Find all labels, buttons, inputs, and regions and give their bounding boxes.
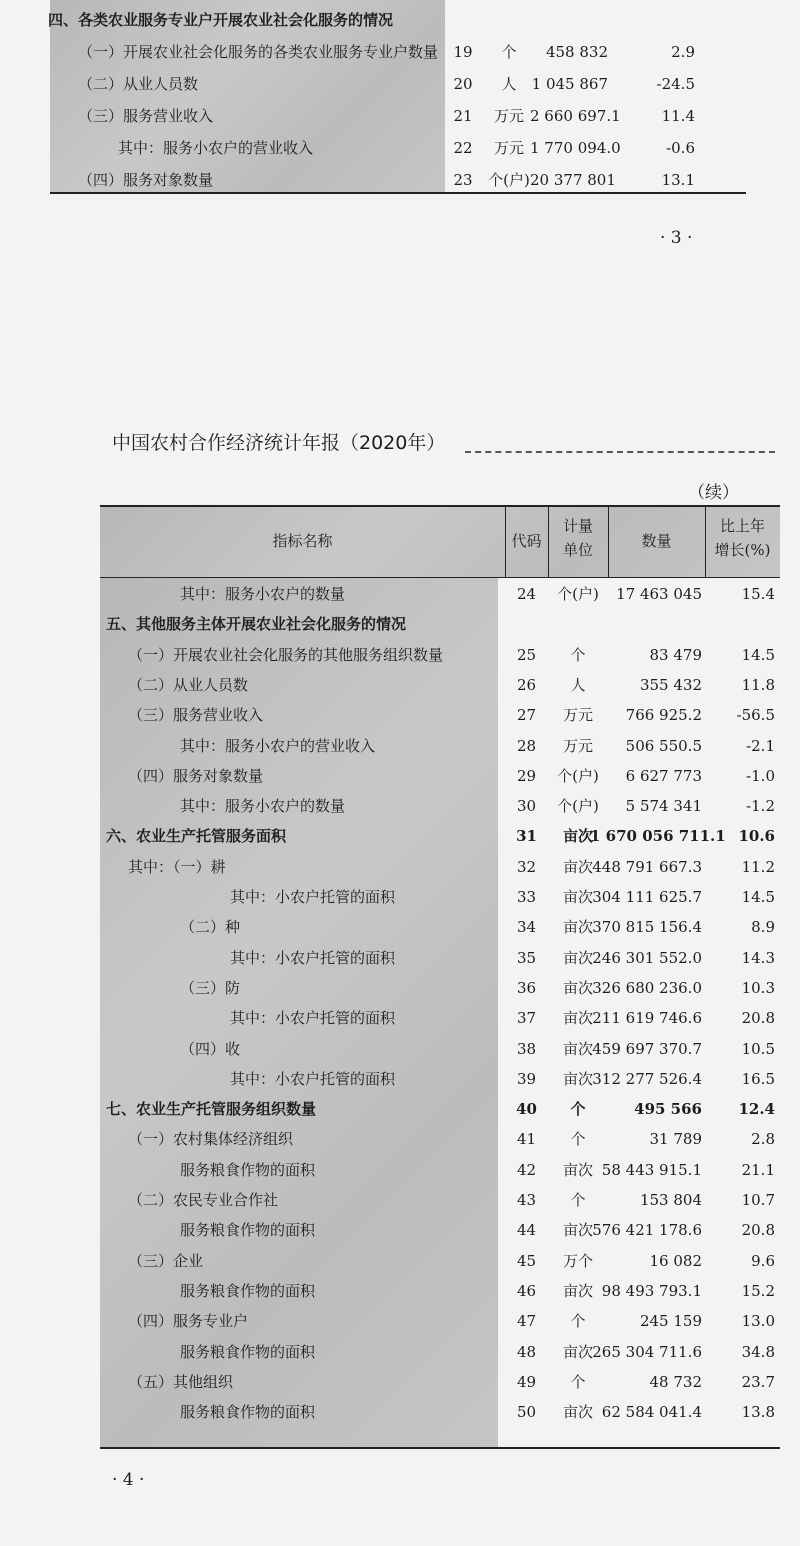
table-row [0,1396,800,1428]
page-number-3: · 3 · [660,228,693,248]
indicator-name: （一）开展农业社会化服务的各类农业服务专业户数量 [78,43,439,61]
table-row [0,100,800,132]
table-row [0,68,800,100]
quantity-cell: 211 619 746.6 [592,1009,702,1028]
growth-cell: 13.1 [661,171,695,189]
code-cell: 35 [516,948,537,967]
code-cell: 39 [516,1069,537,1088]
growth-cell: -1.0 [746,766,775,785]
quantity-cell: 17 463 045 [616,585,702,603]
indicator-name: （二）从业人员数 [128,675,249,694]
unit-cell: 个(户) [557,797,599,816]
indicator-name: （三）服务营业收入 [128,706,264,725]
growth-cell: 20.8 [741,1009,775,1028]
indicator-name: （三）企业 [128,1251,204,1270]
quantity-cell: 153 804 [639,1191,702,1209]
table-row [0,132,800,164]
table-row [0,36,800,68]
header-indicator-name: 指标名称 [272,532,333,550]
quantity-cell: 506 550.5 [625,736,702,755]
code-cell: 25 [516,645,537,664]
quantity-cell: 458 832 [545,43,608,61]
quantity-cell: 16 082 [649,1251,702,1270]
unit-cell: 亩次 [562,978,593,997]
growth-cell: 11.8 [741,675,775,694]
quantity-cell: 1 770 094.0 [530,139,621,157]
growth-cell: 10.3 [741,978,775,997]
growth-cell: 23.7 [741,1372,775,1391]
table-bottom-rule [100,1447,780,1449]
table-row [0,1305,800,1337]
growth-cell: -1.2 [746,797,775,816]
table-row [0,1245,800,1277]
code-cell: 33 [516,888,537,906]
growth-cell: 12.4 [738,1100,775,1119]
unit-cell: 人 [570,675,586,694]
table-row [0,1123,800,1155]
indicator-name: 服务粮食作物的面积 [180,1403,316,1422]
code-cell: 41 [516,1130,537,1149]
quantity-cell: 448 791 667.3 [592,857,702,876]
indicator-name: 其中：服务小农户的营业收入 [118,139,314,157]
table-row [0,608,800,640]
unit-cell: 亩次 [562,1221,593,1240]
unit-cell: 个 [570,1130,586,1149]
unit-cell: 万元 [562,736,593,755]
header-dashed-rule [465,451,775,453]
continued-label: （续） [688,483,739,503]
quantity-cell: 48 732 [649,1372,702,1391]
code-cell: 26 [516,675,537,694]
unit-cell: 个 [570,1100,586,1119]
unit-cell: 亩次 [562,827,593,846]
table-row [0,1275,800,1307]
indicator-name: 其中：服务小农户的数量 [180,585,346,603]
indicator-name: 服务粮食作物的面积 [180,1160,316,1179]
growth-cell: 2.8 [751,1130,775,1149]
page-number-4: · 4 · [112,1470,145,1490]
unit-cell: 个 [570,1372,586,1391]
unit-cell: 亩次 [562,857,593,876]
unit-cell: 个(户) [488,171,530,189]
table-row [0,699,800,731]
unit-cell: 亩次 [562,888,593,906]
table-row [0,820,800,852]
quantity-cell: 304 111 625.7 [592,888,702,906]
growth-cell: 15.2 [741,1281,775,1300]
quantity-cell: 20 377 801 [530,171,616,189]
indicator-name: （四）服务专业户 [128,1312,249,1331]
growth-cell: 11.2 [741,857,775,876]
table-row [0,1184,800,1216]
code-cell: 36 [516,978,537,997]
quantity-cell: 576 421 178.6 [592,1221,702,1240]
growth-cell: 15.4 [741,585,775,603]
growth-cell: 16.5 [741,1069,775,1088]
code-cell: 45 [516,1251,537,1270]
header-quantity: 数量 [641,532,672,550]
header-code: 代码 [511,532,542,550]
code-cell: 19 [453,43,473,61]
growth-cell: 10.7 [741,1191,775,1209]
unit-cell: 人 [501,75,517,93]
header-unit: 计量 单位 [562,517,593,559]
quantity-cell: 62 584 041.4 [601,1403,702,1422]
unit-cell: 个(户) [557,585,599,603]
growth-cell: 10.6 [738,827,775,846]
unit-cell: 亩次 [562,1039,593,1058]
growth-cell: 9.6 [751,1251,775,1270]
growth-cell: 14.5 [741,888,775,906]
indicator-name: （四）收 [180,1039,241,1058]
header-growth: 比上年 增长(%) [714,517,771,559]
indicator-name: 四、各类农业服务专业户开展农业社会化服务的情况 [48,11,394,29]
table-row [0,1366,800,1398]
indicator-name: 五、其他服务主体开展农业社会化服务的情况 [106,615,407,634]
indicator-name: 其中：服务小农户的数量 [180,797,346,816]
unit-cell: 亩次 [562,918,593,937]
growth-cell: -56.5 [736,706,775,725]
indicator-name: （五）其他组织 [128,1372,234,1391]
code-cell: 46 [516,1281,537,1300]
code-cell: 30 [516,797,537,816]
indicator-name: 其中：小农户托管的面积 [230,1069,396,1088]
quantity-cell: 6 627 773 [625,766,702,785]
growth-cell: 14.5 [741,645,775,664]
quantity-cell: 312 277 526.4 [592,1069,702,1088]
table-row [0,639,800,671]
table-row [0,1154,800,1186]
quantity-cell: 2 660 697.1 [530,107,621,125]
indicator-name: （四）服务对象数量 [128,766,264,785]
indicator-name: （四）服务对象数量 [78,171,214,189]
growth-cell: 8.9 [751,918,775,937]
code-cell: 50 [516,1403,537,1422]
code-cell: 29 [516,766,537,785]
unit-cell: 万元 [562,706,593,725]
table-row [0,911,800,943]
table-row [0,1033,800,1065]
growth-cell: -24.5 [656,75,695,93]
quantity-cell: 265 304 711.6 [592,1342,702,1361]
code-cell: 47 [516,1312,537,1331]
indicator-name: 服务粮食作物的面积 [180,1221,316,1240]
table-row [0,760,800,792]
growth-cell: 2.9 [671,43,695,61]
quantity-cell: 1 670 056 711.1 [590,827,726,846]
table-row [0,1214,800,1246]
quantity-cell: 58 443 915.1 [601,1160,702,1179]
growth-cell: 21.1 [741,1160,775,1179]
indicator-name: （三）防 [180,978,241,997]
top-table-bottom-rule [50,192,746,194]
code-cell: 24 [516,585,537,603]
indicator-name: （二）种 [180,918,241,937]
unit-cell: 个(户) [557,766,599,785]
indicator-name: 服务粮食作物的面积 [180,1342,316,1361]
code-cell: 40 [516,1100,537,1119]
indicator-name: 其中：小农户托管的面积 [230,888,396,906]
code-cell: 20 [453,75,473,93]
code-cell: 21 [453,107,473,125]
growth-cell: 13.8 [741,1403,775,1422]
table-row [0,4,800,36]
quantity-cell: 246 301 552.0 [592,948,702,967]
growth-cell: 10.5 [741,1039,775,1058]
growth-cell: 13.0 [741,1312,775,1331]
indicator-name: （一）农村集体经济组织 [128,1130,294,1149]
code-cell: 49 [516,1372,537,1391]
indicator-name: 其中：小农户托管的面积 [230,948,396,967]
code-cell: 27 [516,706,537,725]
growth-cell: 14.3 [741,948,775,967]
unit-cell: 亩次 [562,948,593,967]
code-cell: 28 [516,736,537,755]
quantity-cell: 766 925.2 [625,706,702,725]
unit-cell: 万个 [562,1251,593,1270]
unit-cell: 个 [570,1312,586,1331]
indicator-name: 七、农业生产托管服务组织数量 [106,1100,317,1119]
quantity-cell: 5 574 341 [625,797,702,816]
quantity-cell: 1 045 867 [531,75,608,93]
unit-cell: 亩次 [562,1403,593,1422]
unit-cell: 个 [570,1191,586,1209]
code-cell: 48 [516,1342,537,1361]
quantity-cell: 31 789 [649,1130,702,1149]
quantity-cell: 326 680 236.0 [592,978,702,997]
indicator-name: （一）开展农业社会化服务的其他服务组织数量 [128,645,444,664]
unit-cell: 万元 [493,107,524,125]
indicator-name: 其中：服务小农户的营业收入 [180,736,376,755]
indicator-name: （二）从业人员数 [78,75,199,93]
growth-cell: -0.6 [666,139,695,157]
quantity-cell: 98 493 793.1 [601,1281,702,1300]
unit-cell: 万元 [493,139,524,157]
quantity-cell: 370 815 156.4 [592,918,702,937]
table-row [0,1063,800,1095]
indicator-name: （三）服务营业收入 [78,107,214,125]
table-row [0,578,800,610]
code-cell: 43 [516,1191,537,1209]
unit-cell: 个 [501,43,517,61]
code-cell: 34 [516,918,537,937]
table-row [0,942,800,974]
table-top-rule [100,505,780,507]
indicator-name: 服务粮食作物的面积 [180,1281,316,1300]
table-row [0,1336,800,1368]
unit-cell: 亩次 [562,1281,593,1300]
code-cell: 22 [453,139,473,157]
code-cell: 38 [516,1039,537,1058]
table-row [0,669,800,701]
table-row [0,790,800,822]
code-cell: 42 [516,1160,537,1179]
quantity-cell: 355 432 [639,675,702,694]
code-cell: 44 [516,1221,537,1240]
unit-cell: 亩次 [562,1009,593,1028]
table-row [0,851,800,883]
code-cell: 23 [453,171,473,189]
indicator-name: 六、农业生产托管服务面积 [106,827,287,846]
quantity-cell: 495 566 [634,1100,702,1119]
code-cell: 31 [516,827,537,846]
quantity-cell: 459 697 370.7 [592,1039,702,1058]
indicator-name: （二）农民专业合作社 [128,1191,279,1209]
growth-cell: 20.8 [741,1221,775,1240]
indicator-name: 其中：（一）耕 [128,857,226,876]
growth-cell: 11.4 [661,107,695,125]
growth-cell: 34.8 [741,1342,775,1361]
unit-cell: 个 [570,645,586,664]
indicator-name: 其中：小农户托管的面积 [230,1009,396,1028]
unit-cell: 亩次 [562,1069,593,1088]
table-row [0,1002,800,1034]
growth-cell: -2.1 [746,736,775,755]
table-row [0,881,800,913]
code-cell: 32 [516,857,537,876]
table-row [0,1093,800,1125]
unit-cell: 亩次 [562,1160,593,1179]
code-cell: 37 [516,1009,537,1028]
table-row [0,730,800,762]
quantity-cell: 245 159 [639,1312,702,1331]
table-row [0,972,800,1004]
quantity-cell: 83 479 [649,645,702,664]
unit-cell: 亩次 [562,1342,593,1361]
running-header: 中国农村合作经济统计年报（2020年） [112,432,446,454]
